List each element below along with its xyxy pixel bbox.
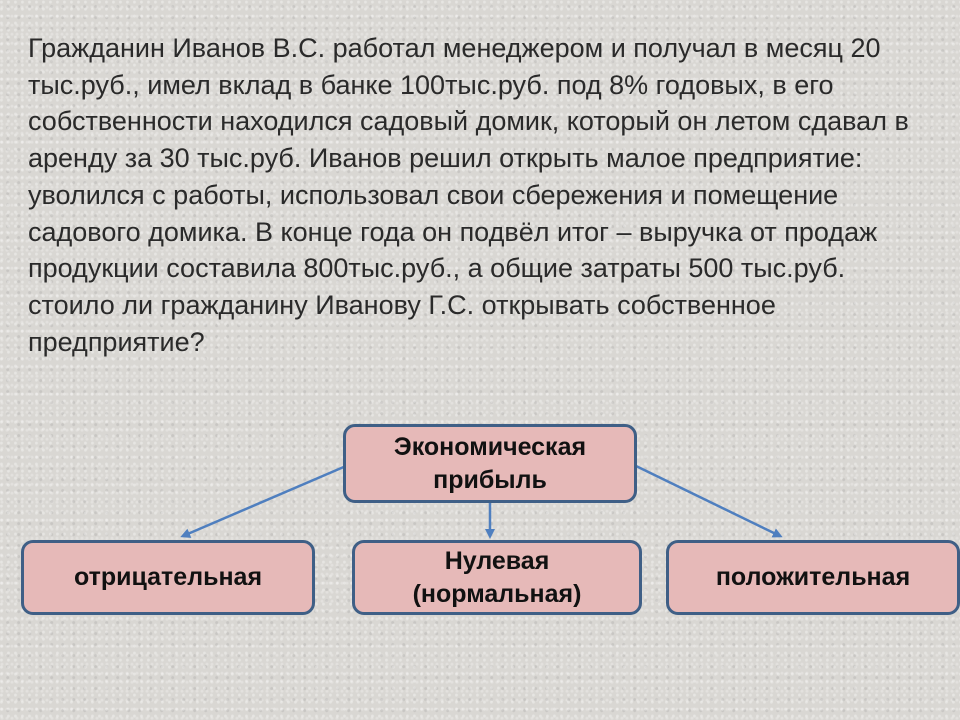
problem-text: Гражданин Иванов В.С. работал менеджером и получал в месяц 20 тыс.руб., имел вклад в банке 100тыс.руб. под 8% годовых, в его собственности находился садовый домик, который он летом сдавал в аренду за 30 тыс.руб. Иванов решил открыть малое предприятие: уволился с работы, использовал свои сбережения и помещение садового домика. В конце года он подвёл итог – выручка от продаж продукции составила 800тыс.руб., а общие затраты 500 тыс.руб. стоило ли гражданину Иванову Г.С. открывать собственное предприятие? xyxy=(28,33,909,357)
zero-profit-line2: (нормальная) xyxy=(412,579,582,608)
negative-profit-box xyxy=(21,540,315,615)
economic-profit-line1: Экономическая xyxy=(393,432,587,461)
zero-profit-line1: Нулевая xyxy=(444,546,550,575)
positive-profit-label: положительная xyxy=(715,563,911,591)
arrow-to-positive xyxy=(636,466,780,536)
arrow-to-negative xyxy=(183,466,346,536)
zero-profit-box xyxy=(352,540,642,615)
economic-profit-box xyxy=(343,424,637,503)
positive-profit-box xyxy=(666,540,960,615)
economic-profit-line2: прибыль xyxy=(433,465,547,494)
negative-profit-label: отрицательная xyxy=(73,563,263,591)
